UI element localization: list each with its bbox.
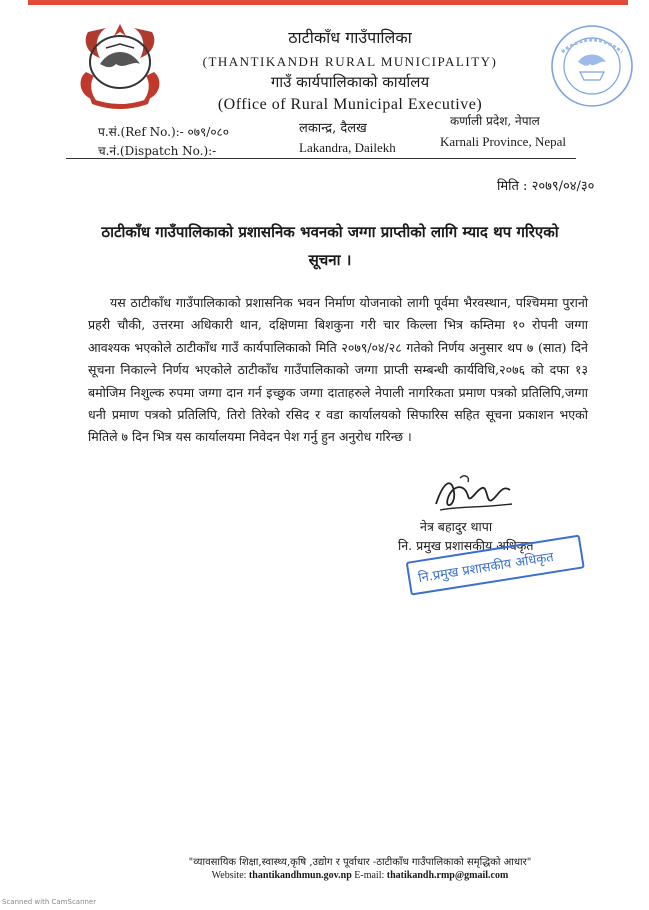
dispatch-number: च.नं.(Dispatch No.):- — [98, 144, 217, 158]
municipality-name-np: ठाटीकाँध गाउँपालिका — [288, 28, 412, 47]
notice-date: मिति : २०७९/०४/३० — [497, 179, 595, 194]
stamp-text: नि.प्रमुख प्रशासकीय अधिकृत — [406, 535, 585, 596]
website-label: Website: — [211, 870, 247, 881]
province-en: Karnali Province, Nepal — [440, 134, 566, 149]
location-np: लकान्द्र, दैलख — [299, 121, 367, 136]
signature-icon — [430, 470, 516, 516]
notice-body — [88, 292, 588, 449]
notice-paragraph: यस ठाटीकाँध गाउँपालिकाको प्रशासनिक भवन निर्माण योजनाको लागी पूर्वमा भैरवस्थान, पश्चिममा पुरानो प्रहरी चौकी, उत्तरमा अधिकारी थान, दक्षिणमा बिशकुना गरी चार किल्ला भित्र कम्तिमा १० रोपनी जग्गा आवश्यक भएकोले ठाटीकाँध गाउँ कार्यपालिकाको मिति २०७९/०४/२८ गतेको निर्णय अनुसार थप ७ (सात) दिने सूचना निकाल्ने निर्णय भएकोले ठाटीकाँध गाउँपालिकाको जग्गा प्राप्ती सम्बन्धी कार्यविधि,२०७६ को दफा १३ बमोजिम निशुल्क रुपमा जग्गा दान गर्न इच्छुक जग्गा दाताहरुले नेपाली नागरिकता प्रमाण पत्रको प्रतिलिपि,जग्गा धनी प्रमाण पत्रको प्रतिलिपि, तिरो तिरेको रसिद र वडा कार्यालयको सिफारिस सहित सूचना प्रकाशन भएको मितिले ७ दिन भित्र यस कार्यालयमा निवेदन पेश गर्नु हुन अनुरोध गरिन्छ । — [88, 295, 588, 445]
notice-title-line2: सूचना । — [308, 251, 352, 269]
top-accent-line — [28, 0, 628, 5]
footer-contact — [120, 870, 600, 881]
notice-title — [80, 218, 580, 274]
municipality-seal-icon — [548, 22, 636, 110]
office-name-np: गाउँ कार्यपालिकाको कार्यालय — [270, 73, 430, 91]
signatory-title: नि. प्रमुख प्रशासकीय अधिकृत — [398, 538, 534, 553]
signatory-name: नेत्र बहादुर थापा — [420, 519, 493, 534]
nepal-emblem-icon — [66, 18, 174, 110]
notice-title-line1: ठाटीकाँध गाउँपालिकाको प्रशासनिक भवनको जग्गा प्राप्तीको लागि म्याद थप गरिएको — [101, 223, 559, 241]
email-label: E-mail: — [354, 870, 385, 881]
location-en: Lakandra, Dailekh — [299, 140, 396, 155]
municipality-name-en: (THANTIKANDH RURAL MUNICIPALITY) — [202, 54, 498, 69]
footer-slogan: "व्यावसायिक शिक्षा,स्वास्थ्य,कृषि ,उद्योग र पूर्वाधार -ठाटीकाँध गाउँपालिकाको समृद्धिको आधार" — [188, 857, 532, 868]
office-name-en: (Office of Rural Municipal Executive) — [217, 96, 483, 113]
header-divider — [66, 158, 576, 159]
province-np: कर्णाली प्रदेश, नेपाल — [450, 114, 540, 128]
website-link[interactable]: thantikandhmun.gov.np — [248, 870, 352, 881]
scanner-watermark: Scanned with CamScanner — [2, 898, 97, 906]
email-link[interactable]: thatikandh.rmp@gmail.com — [386, 870, 509, 881]
ref-number: प.सं.(Ref No.):- ०७९/०८० — [98, 125, 230, 139]
